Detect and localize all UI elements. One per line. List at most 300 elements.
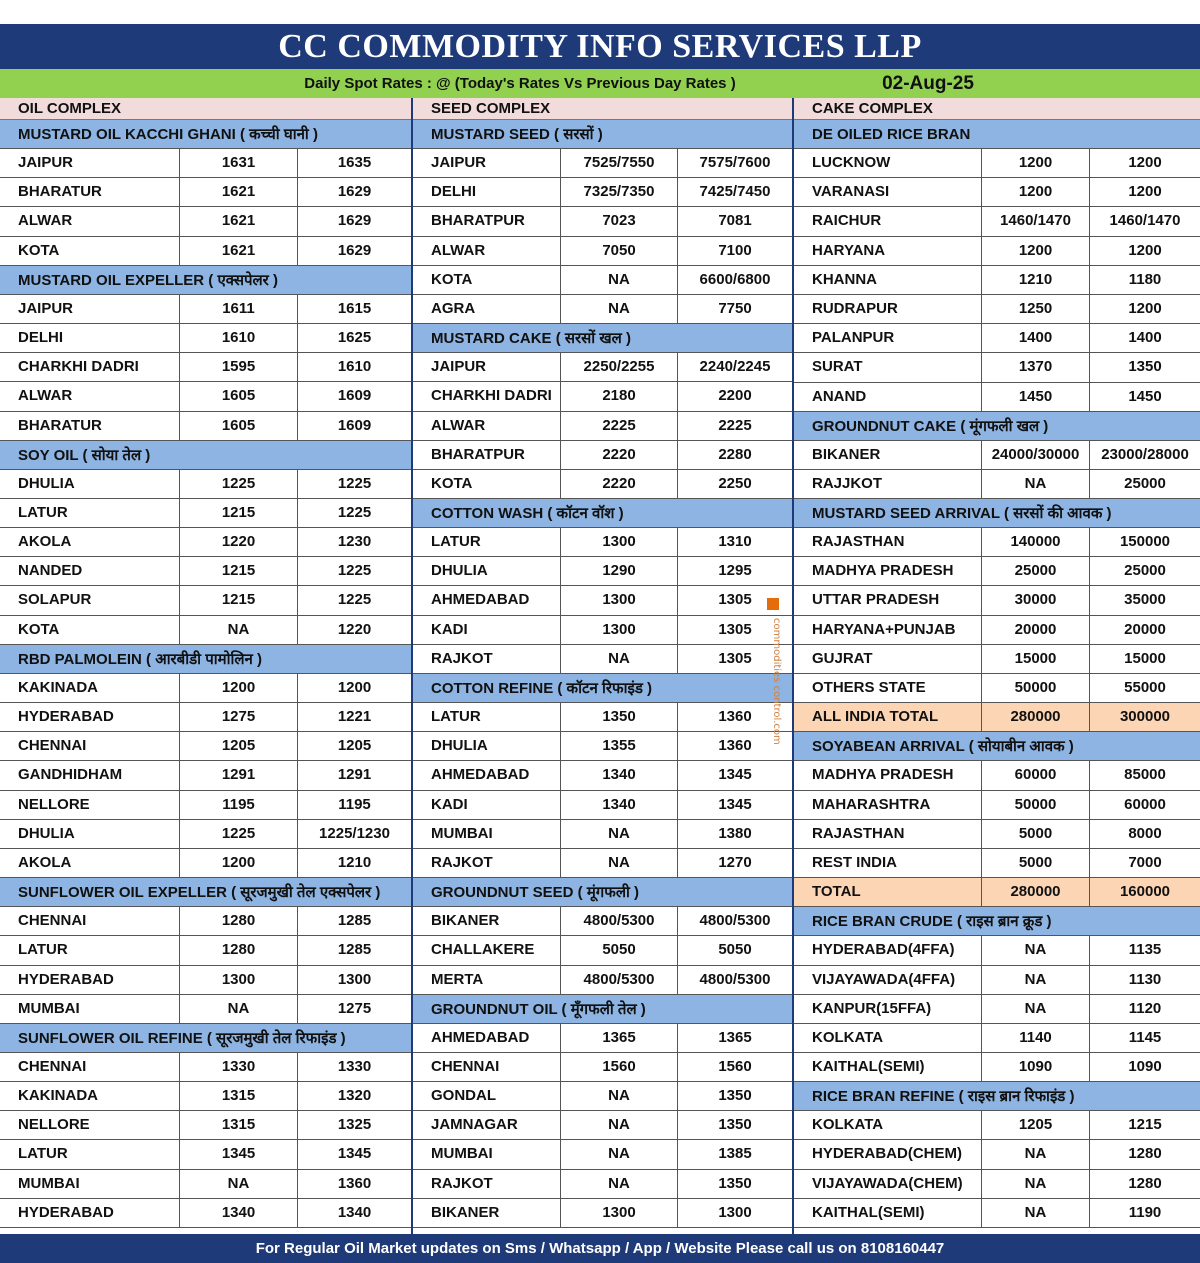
table-row (413, 645, 792, 674)
location-cell: SOLAPUR (0, 586, 180, 614)
today-rate-cell: 1370 (982, 353, 1090, 381)
section-title: COTTON WASH ( कॉटन वॉश ) (413, 499, 792, 528)
location-cell: GONDAL (413, 1082, 561, 1110)
today-rate-cell: 1355 (561, 732, 678, 760)
location-cell: CHENNAI (0, 1053, 180, 1081)
today-rate-cell: 1610 (180, 324, 298, 352)
today-rate-cell: 15000 (982, 645, 1090, 673)
location-cell: SURAT (794, 353, 982, 381)
previous-rate-cell: 160000 (1119, 883, 1171, 901)
section-title: SUNFLOWER OIL REFINE ( सूरजमुखी तेल रिफाइंड ) (0, 1024, 411, 1053)
location-cell: BHARATUR (0, 412, 180, 440)
today-rate-cell: 1560 (561, 1053, 678, 1081)
location-cell: MUMBAI (0, 995, 180, 1023)
today-rate-cell: 7325/7350 (561, 178, 678, 206)
location-cell: RAJKOT (413, 849, 561, 877)
today-rate-cell: 1280 (180, 907, 298, 935)
table-row (0, 353, 411, 382)
table-row (0, 178, 411, 207)
table-row (0, 791, 411, 820)
today-rate-cell: NA (561, 645, 678, 673)
today-rate-cell: 1340 (180, 1199, 298, 1227)
previous-rate-cell: 300000 (1119, 708, 1171, 726)
location-cell: DHULIA (0, 820, 180, 848)
location-cell: TOTAL (794, 878, 982, 906)
location-cell: KOTA (0, 616, 180, 644)
today-rate-cell: 5000 (982, 849, 1090, 877)
previous-rate-cell: 2280 (718, 445, 752, 463)
previous-rate-cell: 1629 (337, 241, 372, 259)
previous-rate-cell: 1400 (1128, 329, 1162, 347)
table-row (794, 966, 1200, 995)
previous-rate-cell: 1200 (1128, 241, 1162, 259)
location-cell: CHARKHI DADRI (413, 382, 561, 410)
seed-complex-column (413, 98, 792, 1228)
today-rate-cell: NA (561, 820, 678, 848)
location-cell: HYDERABAD(CHEM) (794, 1140, 982, 1168)
table-row (794, 616, 1200, 645)
location-cell: HARYANA (794, 237, 982, 265)
table-row (0, 1111, 411, 1140)
previous-rate-cell: 1360 (718, 737, 752, 755)
location-cell: NANDED (0, 557, 180, 585)
table-row (413, 266, 792, 295)
today-rate-cell: 1215 (180, 557, 298, 585)
today-rate-cell: 2220 (561, 441, 678, 469)
previous-rate-cell: 1285 (337, 912, 372, 930)
location-cell: RAJASTHAN (794, 528, 982, 556)
location-cell: LATUR (0, 936, 180, 964)
section-title: MUSTARD SEED ( सरसों ) (413, 120, 792, 149)
previous-rate-cell: 7425/7450 (699, 183, 771, 201)
report-date: 02-Aug-25 (882, 73, 974, 94)
location-cell: JAIPUR (413, 353, 561, 381)
previous-rate-cell: 1305 (718, 620, 752, 638)
previous-rate-cell: 1200 (1128, 299, 1162, 317)
location-cell: KOTA (0, 237, 180, 265)
table-row (0, 237, 411, 266)
today-rate-cell: 1200 (982, 149, 1090, 177)
location-cell: HYDERABAD (0, 966, 180, 994)
previous-rate-cell: 1270 (718, 853, 752, 871)
table-row (413, 295, 792, 324)
today-rate-cell: 1210 (982, 266, 1090, 294)
previous-rate-cell: 20000 (1124, 620, 1166, 638)
table-row (794, 237, 1200, 266)
table-row (794, 470, 1200, 499)
table-row (413, 412, 792, 441)
previous-rate-cell: 1360 (718, 708, 752, 725)
table-row (794, 674, 1200, 703)
table-row (794, 528, 1200, 557)
previous-rate-cell: 4800/5300 (699, 970, 771, 988)
today-rate-cell: 5050 (561, 936, 678, 964)
previous-rate-cell: 7081 (718, 212, 752, 230)
today-rate-cell: 5000 (982, 820, 1090, 848)
location-cell: KANPUR(15FFA) (794, 995, 982, 1023)
table-row (794, 849, 1200, 878)
previous-rate-cell: 1450 (1128, 387, 1162, 405)
table-row (413, 1170, 792, 1199)
previous-rate-cell: 1310 (718, 533, 752, 551)
previous-rate-cell: 1305 (718, 649, 752, 667)
location-cell: LATUR (0, 499, 180, 527)
today-rate-cell: 1200 (982, 237, 1090, 265)
table-row (0, 1199, 411, 1228)
watermark-logo (764, 596, 782, 776)
today-rate-cell: 1365 (561, 1024, 678, 1052)
previous-rate-cell: 1350 (718, 1116, 752, 1134)
table-row (413, 1053, 792, 1082)
table-row (794, 645, 1200, 674)
table-row (794, 1140, 1200, 1169)
table-row (413, 1199, 792, 1228)
table-row (413, 586, 792, 615)
today-rate-cell: NA (561, 1140, 678, 1168)
today-rate-cell: 1215 (180, 499, 298, 527)
table-row (413, 353, 792, 382)
table-row (0, 703, 411, 732)
previous-rate-cell: 1280 (1128, 1174, 1162, 1192)
today-rate-cell: 1300 (180, 966, 298, 994)
today-rate-cell: 1631 (180, 149, 298, 177)
page-title: CC COMMODITY INFO SERVICES LLP (0, 24, 1200, 69)
today-rate-cell: NA (982, 995, 1090, 1023)
location-cell: UTTAR PRADESH (794, 586, 982, 614)
today-rate-cell: NA (561, 849, 678, 877)
location-cell: BIKANER (794, 441, 982, 469)
location-cell: DELHI (413, 178, 561, 206)
location-cell: BHARATUR (0, 178, 180, 206)
location-cell: VARANASI (794, 178, 982, 206)
today-rate-cell: 4800/5300 (561, 966, 678, 994)
previous-rate-cell: 1280 (1128, 1145, 1162, 1163)
today-rate-cell: 1215 (180, 586, 298, 614)
today-rate-cell: 1621 (180, 237, 298, 265)
location-cell: CHENNAI (0, 732, 180, 760)
today-rate-cell: 1200 (180, 674, 298, 702)
table-row (794, 441, 1200, 470)
table-row (0, 1053, 411, 1082)
table-row (794, 1053, 1200, 1082)
today-rate-cell: 1345 (180, 1140, 298, 1168)
today-rate-cell: 1300 (561, 586, 678, 614)
today-rate-cell: 1605 (180, 382, 298, 410)
location-cell: MUMBAI (413, 1140, 561, 1168)
today-rate-cell: 1611 (180, 295, 298, 323)
today-rate-cell: 30000 (982, 586, 1090, 614)
location-cell: REST INDIA (794, 849, 982, 877)
location-cell: DHULIA (0, 470, 180, 498)
table-row (413, 237, 792, 266)
location-cell: BIKANER (413, 1199, 561, 1227)
previous-rate-cell: 1345 (718, 766, 752, 784)
section-title: RICE BRAN CRUDE ( राइस ब्रान क्रूड ) (794, 907, 1200, 936)
today-rate-cell: 1250 (982, 295, 1090, 323)
table-row (794, 295, 1200, 324)
previous-rate-cell: 1215 (1128, 1116, 1162, 1134)
location-cell: ALWAR (0, 207, 180, 235)
table-row (413, 1140, 792, 1169)
previous-rate-cell: 1609 (337, 387, 372, 405)
section-title: MUSTARD OIL EXPELLER ( एक्सपेलर ) (0, 266, 411, 295)
previous-rate-cell: 1130 (1128, 970, 1162, 988)
table-row (0, 149, 411, 178)
today-rate-cell: 1400 (982, 324, 1090, 352)
previous-rate-cell: 1295 (718, 562, 752, 580)
today-rate-cell: NA (982, 1140, 1090, 1168)
table-row (794, 1199, 1200, 1228)
today-rate-cell: 1300 (561, 616, 678, 644)
location-cell: MUMBAI (0, 1170, 180, 1198)
today-rate-cell: 1205 (982, 1111, 1090, 1139)
today-rate-cell: 1225 (180, 470, 298, 498)
location-cell: RAJJKOT (794, 470, 982, 498)
location-cell: KOLKATA (794, 1024, 982, 1052)
table-row (413, 1024, 792, 1053)
today-rate-cell: 1200 (180, 849, 298, 877)
previous-rate-cell: 1225 (337, 503, 372, 521)
previous-rate-cell: 7575/7600 (699, 154, 771, 171)
location-cell: DHULIA (413, 557, 561, 585)
today-rate-cell: 280000 (982, 703, 1090, 731)
footer-contact: For Regular Oil Market updates on Sms / Whatsapp / App / Website Please call us on 8108160447 (0, 1234, 1200, 1263)
location-cell: AKOLA (0, 849, 180, 877)
today-rate-cell: 2220 (561, 470, 678, 498)
table-row (0, 412, 411, 441)
previous-rate-cell: 1385 (718, 1145, 752, 1163)
previous-rate-cell: 1135 (1128, 941, 1162, 959)
location-cell: JAIPUR (0, 149, 180, 177)
today-rate-cell: NA (561, 1111, 678, 1139)
table-row (0, 907, 411, 936)
table-row (0, 528, 411, 557)
location-cell: ANAND (794, 383, 982, 411)
table-row (794, 149, 1200, 178)
location-cell: ALWAR (0, 382, 180, 410)
location-cell: KHANNA (794, 266, 982, 294)
location-cell: GANDHIDHAM (0, 761, 180, 789)
table-row (794, 703, 1200, 732)
table-row (794, 178, 1200, 207)
section-title: SUNFLOWER OIL EXPELLER ( सूरजमुखी तेल एक्सपेलर ) (0, 878, 411, 907)
previous-rate-cell: 1300 (337, 970, 372, 988)
location-cell: GUJRAT (794, 645, 982, 673)
previous-rate-cell: 8000 (1128, 824, 1162, 842)
today-rate-cell: NA (982, 470, 1090, 498)
today-rate-cell: 1275 (180, 703, 298, 731)
location-cell: KADI (413, 791, 561, 819)
today-rate-cell: 1140 (982, 1024, 1090, 1052)
location-cell: KAITHAL(SEMI) (794, 1199, 982, 1227)
table-row (0, 207, 411, 236)
previous-rate-cell: 6600/6800 (699, 270, 771, 288)
previous-rate-cell: 55000 (1124, 679, 1166, 696)
section-title: MUSTARD CAKE ( सरसों खल ) (413, 324, 792, 353)
location-cell: KOTA (413, 470, 561, 498)
previous-rate-cell: 1200 (337, 678, 372, 696)
location-cell: JAIPUR (0, 295, 180, 323)
table-row (0, 470, 411, 499)
section-title: RBD PALMOLEIN ( आरबीडी पामोलिन ) (0, 645, 411, 674)
previous-rate-cell: 60000 (1124, 795, 1166, 813)
previous-rate-cell: 1460/1470 (1109, 212, 1181, 230)
today-rate-cell: 1460/1470 (982, 207, 1090, 235)
table-row (0, 586, 411, 615)
table-row (794, 761, 1200, 790)
previous-rate-cell: 1609 (337, 416, 372, 434)
today-rate-cell: 1450 (982, 383, 1090, 411)
previous-rate-cell: 1610 (337, 358, 372, 376)
table-row (0, 324, 411, 353)
location-cell: LATUR (413, 528, 561, 556)
today-rate-cell: 50000 (982, 674, 1090, 702)
oil-complex-column (0, 98, 411, 1228)
previous-rate-cell: 1190 (1128, 1203, 1162, 1221)
location-cell: MADHYA PRADESH (794, 761, 982, 789)
today-rate-cell: 140000 (982, 528, 1090, 556)
column-header: CAKE COMPLEX (794, 98, 1200, 120)
location-cell: ALWAR (413, 412, 561, 440)
today-rate-cell: 1291 (180, 761, 298, 789)
today-rate-cell: 280000 (982, 878, 1090, 906)
location-cell: CHARKHI DADRI (0, 353, 180, 381)
location-cell: LATUR (413, 703, 561, 731)
previous-rate-cell: 2240/2245 (699, 358, 771, 376)
table-row (0, 849, 411, 878)
column-header: SEED COMPLEX (413, 98, 792, 120)
table-row (413, 907, 792, 936)
today-rate-cell: 25000 (982, 557, 1090, 585)
location-cell: AHMEDABAD (413, 586, 561, 614)
section-title: GROUNDNUT OIL ( मूँगफली तेल ) (413, 995, 792, 1024)
location-cell: KOLKATA (794, 1111, 982, 1139)
previous-rate-cell: 1230 (337, 533, 372, 551)
location-cell: MERTA (413, 966, 561, 994)
location-cell: OTHERS STATE (794, 674, 982, 702)
table-row (0, 1170, 411, 1199)
table-row (794, 1111, 1200, 1140)
today-rate-cell: NA (982, 966, 1090, 994)
previous-rate-cell: 1195 (338, 795, 371, 813)
location-cell: CHENNAI (413, 1053, 561, 1081)
table-row (794, 820, 1200, 849)
today-rate-cell: 1200 (982, 178, 1090, 206)
location-cell: VIJAYAWADA(CHEM) (794, 1170, 982, 1198)
location-cell: PALANPUR (794, 324, 982, 352)
section-title: MUSTARD OIL KACCHI GHANI ( कच्ची घानी ) (0, 120, 411, 149)
table-row (0, 295, 411, 324)
table-row (413, 616, 792, 645)
section-title: RICE BRAN REFINE ( राइस ब्रान रिफाइंड ) (794, 1082, 1200, 1111)
previous-rate-cell: 1225/1230 (319, 824, 390, 842)
previous-rate-cell: 1090 (1128, 1058, 1162, 1076)
previous-rate-cell: 1221 (337, 708, 372, 725)
table-row (794, 324, 1200, 353)
table-row (794, 1170, 1200, 1199)
table-row (0, 499, 411, 528)
today-rate-cell: NA (180, 1170, 298, 1198)
previous-rate-cell: 1225 (337, 474, 372, 492)
today-rate-cell: 60000 (982, 761, 1090, 789)
table-row (0, 1140, 411, 1169)
today-rate-cell: 7525/7550 (561, 149, 678, 177)
table-row (794, 266, 1200, 295)
previous-rate-cell: 2200 (718, 387, 752, 405)
previous-rate-cell: 1225 (337, 591, 372, 609)
location-cell: RAJKOT (413, 645, 561, 673)
today-rate-cell: 2180 (561, 382, 678, 410)
table-row (413, 791, 792, 820)
previous-rate-cell: 1120 (1128, 999, 1162, 1017)
previous-rate-cell: 1625 (337, 328, 372, 346)
table-row (794, 383, 1200, 412)
table-row (413, 703, 792, 732)
table-row (0, 966, 411, 995)
previous-rate-cell: 1210 (337, 853, 372, 871)
location-cell: RAJKOT (413, 1170, 561, 1198)
location-cell: KOTA (413, 266, 561, 294)
previous-rate-cell: 7750 (718, 299, 752, 317)
table-row (0, 674, 411, 703)
today-rate-cell: 1225 (180, 820, 298, 848)
column-divider (792, 98, 794, 1234)
today-rate-cell: 2225 (561, 412, 678, 440)
location-cell: CHENNAI (0, 907, 180, 935)
previous-rate-cell: 1350 (718, 1087, 752, 1105)
location-cell: NELLORE (0, 791, 180, 819)
location-cell: KAKINADA (0, 1082, 180, 1110)
today-rate-cell: 1300 (561, 528, 678, 556)
previous-rate-cell: 1350 (1128, 358, 1162, 376)
previous-rate-cell: 7000 (1128, 853, 1162, 871)
previous-rate-cell: 1380 (718, 824, 752, 842)
table-row (413, 178, 792, 207)
today-rate-cell: NA (180, 995, 298, 1023)
table-row (413, 441, 792, 470)
today-rate-cell: 1205 (180, 732, 298, 760)
previous-rate-cell: 1635 (337, 154, 372, 171)
location-cell: MAHARASHTRA (794, 791, 982, 819)
table-row (0, 382, 411, 411)
column-divider (411, 98, 413, 1234)
table-row (413, 820, 792, 849)
table-row (0, 995, 411, 1024)
location-cell: AKOLA (0, 528, 180, 556)
location-cell: KAKINADA (0, 674, 180, 702)
previous-rate-cell: 1629 (337, 212, 372, 230)
table-row (413, 149, 792, 178)
location-cell: AGRA (413, 295, 561, 323)
today-rate-cell: NA (982, 936, 1090, 964)
today-rate-cell: 24000/30000 (982, 441, 1090, 469)
today-rate-cell: 1090 (982, 1053, 1090, 1081)
previous-rate-cell: 1365 (718, 1028, 752, 1046)
table-row (0, 732, 411, 761)
table-row (794, 353, 1200, 382)
table-row (0, 1082, 411, 1111)
location-cell: RAJASTHAN (794, 820, 982, 848)
previous-rate-cell: 2225 (718, 416, 752, 434)
previous-rate-cell: 1345 (718, 795, 752, 813)
table-row (413, 557, 792, 586)
table-row (413, 528, 792, 557)
table-row (794, 936, 1200, 965)
location-cell: HYDERABAD(4FFA) (794, 936, 982, 964)
section-title: GROUNDNUT SEED ( मूंगफली ) (413, 878, 792, 907)
previous-rate-cell: 1320 (337, 1087, 372, 1105)
table-row (0, 616, 411, 645)
